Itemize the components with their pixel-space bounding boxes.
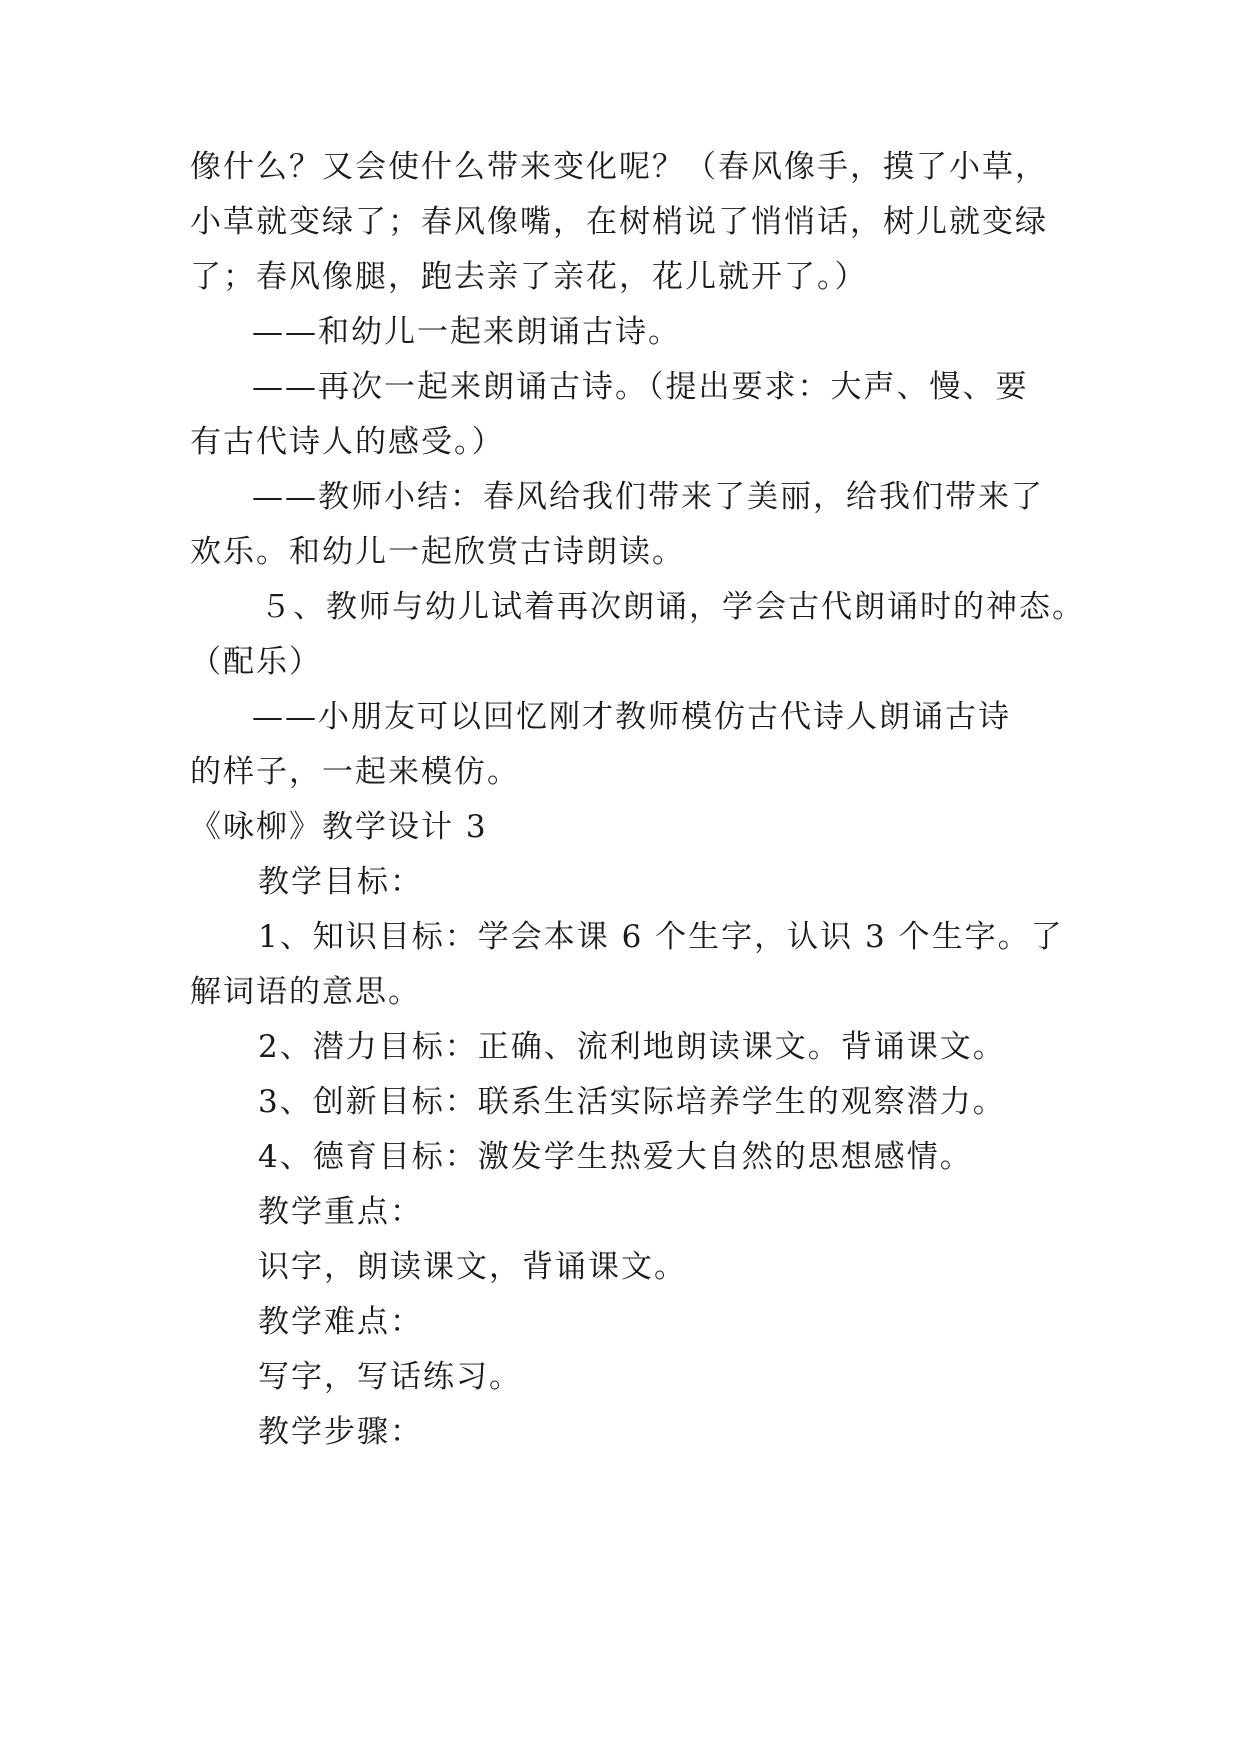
text-line: 识字，朗读课文，背诵课文。 xyxy=(258,1249,687,1285)
text-line: ——小朋友可以回忆刚才教师模仿古代诗人朗诵古诗 xyxy=(252,699,1011,735)
heading-key-points: 教学重点： xyxy=(258,1194,423,1230)
text-line: 像什么？又会使什么带来变化呢？（春风像手，摸了小草， xyxy=(190,149,1048,185)
text-line: 有古代诗人的感受。） xyxy=(190,424,505,460)
text-line: 3、创新目标：联系生活实际培养学生的观察潜力。 xyxy=(258,1084,1006,1120)
text-line: ——和幼儿一起来朗诵古诗。 xyxy=(252,314,681,350)
text-line: （配乐） xyxy=(190,644,322,680)
heading-steps: 教学步骤： xyxy=(258,1414,423,1450)
heading-difficulties: 教学难点： xyxy=(258,1304,423,1340)
heading-objectives: 教学目标： xyxy=(258,864,423,900)
text-line: ５、教师与幼儿试着再次朗诵，学会古代朗诵时的神态。 xyxy=(260,589,1085,625)
text-line: 小草就变绿了；春风像嘴，在树梢说了悄悄话，树儿就变绿 xyxy=(190,204,1048,240)
section-title: 《咏柳》教学设计 3 xyxy=(190,809,488,845)
text-line: 2、潜力目标：正确、流利地朗读课文。背诵课文。 xyxy=(258,1029,1006,1065)
text-line: 的样子，一起来模仿。 xyxy=(190,754,520,790)
text-line: 4、德育目标：激发学生热爱大自然的思想感情。 xyxy=(258,1139,973,1175)
text-line: ——教师小结：春风给我们带来了美丽，给我们带来了 xyxy=(252,479,1044,515)
text-line: 解词语的意思。 xyxy=(190,974,421,1010)
text-line: ——再次一起来朗诵古诗。（提出要求：大声、慢、要 xyxy=(252,369,1029,405)
text-line: 欢乐。和幼儿一起欣赏古诗朗读。 xyxy=(190,534,685,570)
text-line: 写字，写话练习。 xyxy=(258,1359,522,1395)
text-line: 了；春风像腿，跑去亲了亲花，花儿就开了。） xyxy=(190,259,868,295)
text-line: 1、知识目标：学会本课 6 个生字，认识 3 个生字。了 xyxy=(258,919,1064,955)
